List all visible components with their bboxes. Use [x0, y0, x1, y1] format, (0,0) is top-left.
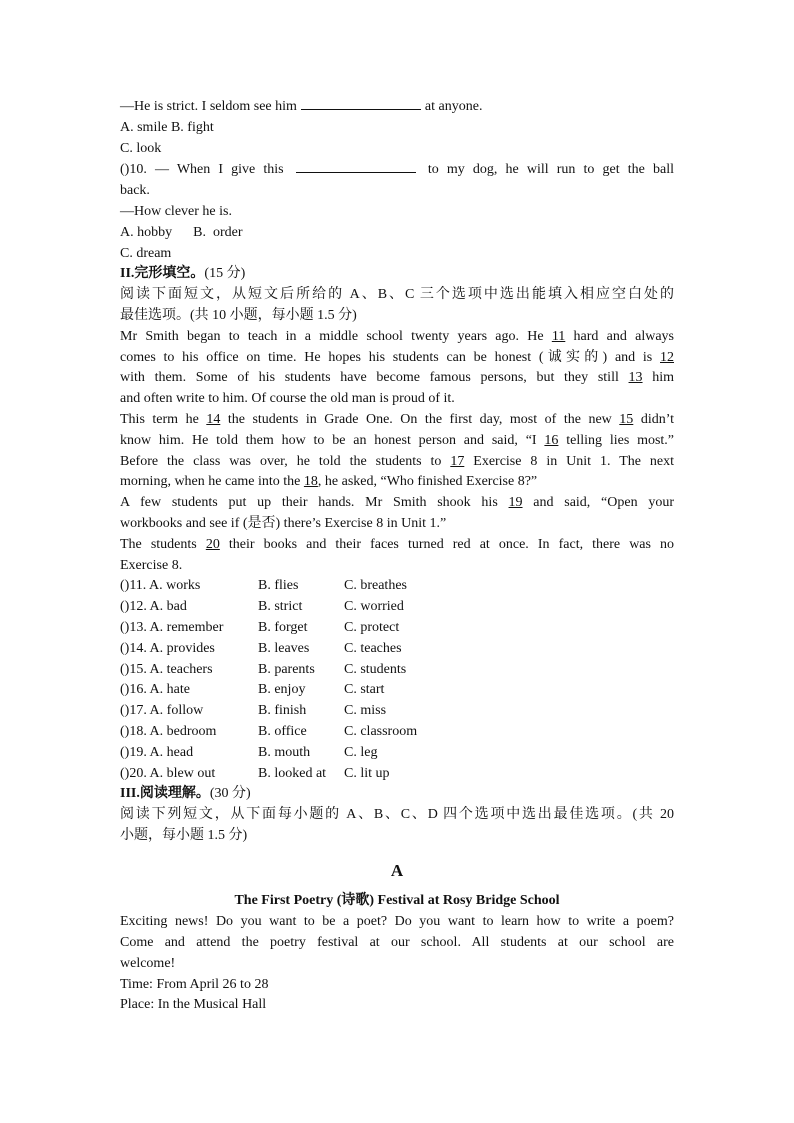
option-row-14 [120, 639, 674, 660]
option-b: B. enjoy [258, 682, 306, 698]
q9-prompt [120, 96, 674, 118]
section2-heading-line [120, 264, 674, 285]
option-row-13 [120, 618, 674, 639]
passage-line-6 [120, 431, 674, 452]
passage-line-8 [120, 472, 674, 493]
passage-line-2 [120, 348, 674, 369]
q10-line1-before: ()10. — When I give this [120, 162, 284, 178]
q10-option-c: C. dream [120, 245, 172, 261]
option-b: B. forget [258, 619, 308, 635]
option-row-18 [120, 722, 674, 743]
blank-number-13: 13 [628, 370, 643, 386]
cloze-options [120, 576, 674, 784]
reading-line-3: welcome! [120, 955, 176, 971]
option-c: C. miss [344, 703, 387, 719]
reading-line-2: Come and attend the poetry festival at our school. All students at our school are [120, 935, 674, 951]
section3-heading-line [120, 784, 674, 805]
option-a: ()13. A. remember [120, 619, 224, 635]
q9-options-ab: A. smile B. fight [120, 119, 214, 135]
passage-text: the students in Grade One. On the first day, most of the new [227, 411, 612, 427]
option-a: ()14. A. provides [120, 640, 215, 656]
option-b: B. flies [258, 578, 299, 594]
option-row-16 [120, 680, 674, 701]
passage-line-1 [120, 327, 674, 348]
option-row-17 [120, 701, 674, 722]
option-a: ()12. A. bad [120, 599, 187, 615]
passage-text: and said, “Open your [533, 495, 674, 511]
option-a: ()11. A. works [120, 578, 201, 594]
option-c: C. leg [344, 744, 378, 760]
q9-prompt-after: at anyone. [424, 99, 483, 114]
option-b: B. parents [258, 661, 315, 677]
passage-text: Before the class was over, he told the students to [120, 453, 442, 469]
passage-line-7 [120, 452, 674, 473]
q10-reply: —How clever he is. [120, 203, 232, 219]
option-a: ()20. A. blew out [120, 765, 216, 781]
option-b: B. strict [258, 599, 303, 615]
q10-options-ab: A. hobby B. order [120, 224, 243, 240]
passage-text: him [652, 370, 675, 386]
blank-number-15: 15 [619, 411, 634, 427]
section3-heading: III.阅读理解。 [120, 786, 210, 802]
option-c: C. teaches [344, 640, 402, 656]
section2-score: (15 分) [204, 266, 246, 282]
q9-option-c: C. look [120, 140, 162, 156]
passage-text: Mr Smith began to teach in a middle school twenty years ago. He [120, 328, 544, 344]
passage-text: This term he [120, 411, 199, 427]
passage-text: didn’t [640, 411, 675, 427]
passage-text: hard and always [573, 328, 675, 344]
passage-text: The students [120, 536, 197, 552]
passage-text: know him. He told them how to be an honest person and said, “I [120, 432, 537, 448]
blank-number-17: 17 [450, 453, 465, 469]
option-b: B. mouth [258, 744, 311, 760]
option-c: C. protect [344, 619, 400, 635]
section3-instruction-1: 阅读下列短文，从下面每小题的 A、B、C、D 四个选项中选出最佳选项。(共 20 [120, 807, 674, 823]
passage-text: telling lies most.” [566, 432, 675, 448]
section2-instruction-1: 阅读下面短文，从短文后所给的 A、B、C 三个选项中选出能填入相应空白处的 [120, 287, 674, 303]
option-a: ()16. A. hate [120, 682, 190, 698]
blank-number-11: 11 [551, 328, 566, 344]
option-a: ()15. A. teachers [120, 661, 213, 677]
option-c: C. students [344, 661, 407, 677]
option-a: ()18. A. bedroom [120, 723, 217, 739]
option-b: B. leaves [258, 640, 310, 656]
section2-heading: II.完形填空。 [120, 266, 205, 282]
option-c: C. classroom [344, 723, 418, 739]
q10-blank [296, 159, 416, 173]
option-row-19 [120, 743, 674, 764]
passage-text: Exercise 8 in Unit 1. The next [473, 453, 675, 469]
q10-line2: back. [120, 183, 150, 199]
option-a: ()17. A. follow [120, 703, 204, 719]
passage-text: with them. Some of his students have become famous persons, but they still [120, 370, 619, 386]
option-row-11 [120, 576, 674, 597]
option-c: C. lit up [344, 765, 390, 781]
passage-line-4: and often write to him. Of course the old man is proud of it. [120, 391, 455, 407]
option-row-15 [120, 660, 674, 681]
reading-line-1: Exciting news! Do you want to be a poet? Do you want to learn how to write a poem? [120, 914, 674, 930]
option-b: B. looked at [258, 765, 327, 781]
passage-line-9 [120, 493, 674, 514]
option-a: ()19. A. head [120, 744, 194, 760]
section2-instruction-2: 最佳选项。(共 10 小题，每小题 1.5 分) [120, 307, 357, 323]
passage-line-3 [120, 368, 674, 389]
reading-time: Time: From April 26 to 28 [120, 976, 269, 992]
option-c: C. start [344, 682, 385, 698]
q10-line1-after: to my dog, he will run to get the ball [427, 162, 674, 178]
blank-number-18: 18 [303, 474, 318, 490]
reading-section-letter: A [390, 860, 404, 880]
section3-instruction-2: 小题，每小题 1.5 分) [120, 827, 248, 843]
passage-line-11 [120, 535, 674, 556]
passage-line-5 [120, 410, 674, 431]
passage-text: their books and their faces turned red at once. In fact, there was no [228, 536, 675, 552]
section3-score: (30 分) [209, 786, 251, 802]
blank-number-20: 20 [205, 536, 220, 552]
passage-line-10: workbooks and see if (是否) there’s Exercise 8 in Unit 1.” [120, 515, 447, 531]
option-row-12 [120, 597, 674, 618]
option-b: B. office [258, 723, 307, 739]
passage-text: A few students put up their hands. Mr Smith shook his [120, 495, 498, 511]
option-row-20 [120, 764, 674, 785]
q9-blank [301, 96, 421, 110]
option-c: C. breathes [344, 578, 407, 594]
passage-text: morning, when he came into the [120, 474, 301, 490]
reading-title: The First Poetry (诗歌) Festival at Rosy Bridge School [234, 893, 560, 909]
option-c: C. worried [344, 599, 404, 615]
blank-number-14: 14 [206, 411, 221, 427]
option-b: B. finish [258, 703, 307, 719]
document-content [120, 96, 674, 1016]
q10-line1 [120, 159, 674, 181]
passage-text: , he asked, “Who finished Exercise 8?” [317, 474, 538, 490]
reading-place: Place: In the Musical Hall [120, 997, 267, 1013]
passage-text: comes to his office on time. He hopes his students can be honest (诚实的) and is [120, 349, 653, 365]
q9-prompt-before: —He is strict. I seldom see him [120, 99, 297, 114]
blank-number-16: 16 [544, 432, 559, 448]
passage-line-12: Exercise 8. [120, 557, 183, 573]
blank-number-19: 19 [508, 495, 523, 511]
blank-number-12: 12 [660, 349, 674, 365]
